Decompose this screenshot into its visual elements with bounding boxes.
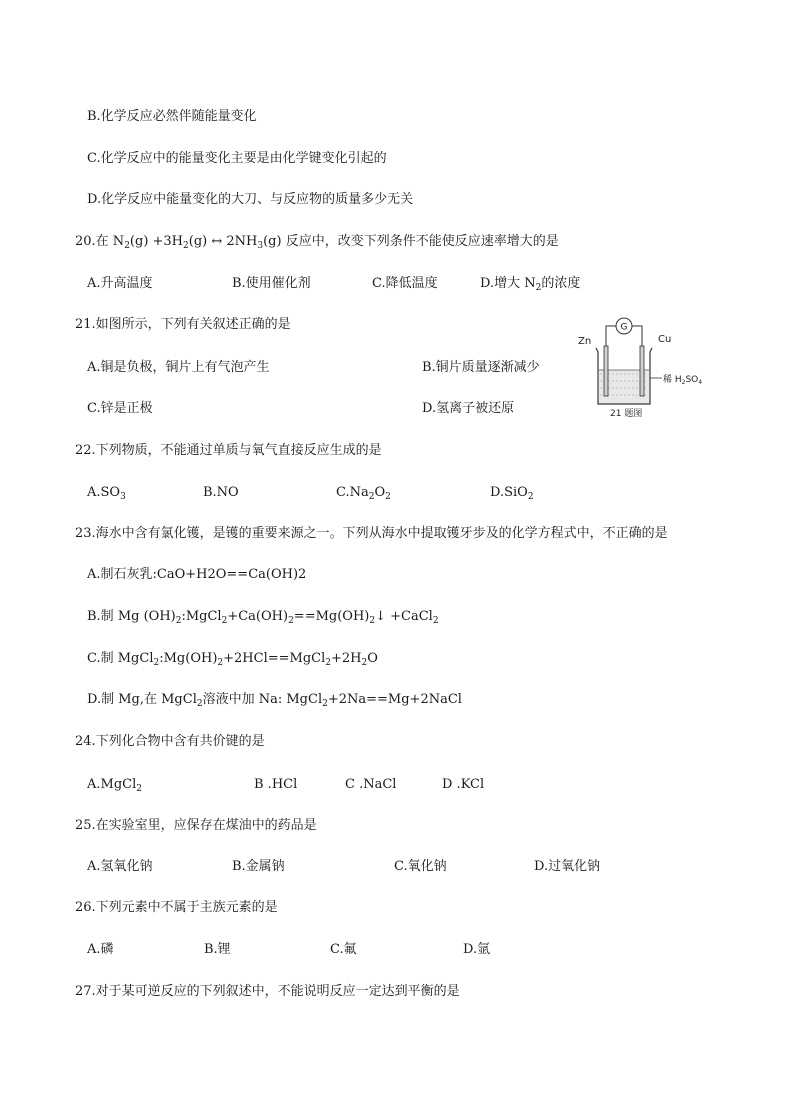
galvanic-cell-figure bbox=[572, 312, 702, 418]
q26-option-b: B.锂 bbox=[204, 942, 231, 957]
q26-option-a: A.磷 bbox=[87, 942, 114, 957]
q20-option-a: A.升高温度 bbox=[87, 276, 153, 291]
q24-option-b: B .HCl bbox=[254, 777, 298, 792]
q26-option-d: D.氩 bbox=[463, 942, 491, 957]
wire-left bbox=[606, 326, 616, 348]
q24-option-d: D .KCl bbox=[442, 777, 485, 792]
q19-option-c: C.化学反应中的能量变化主要是由化学键变化引起的 bbox=[87, 151, 387, 166]
galvanic-cell-diagram bbox=[572, 312, 702, 418]
q19-option-b: B.化学反应必然伴随能量变化 bbox=[87, 109, 257, 124]
q22-option-a: $A.SO_3$ bbox=[87, 485, 126, 502]
question-22: 22.下列物质，不能通过单质与氧气直接反应生成的是 bbox=[75, 443, 382, 458]
q20-option-d: D.增大 $N_2$的浓度 bbox=[480, 276, 581, 293]
question-25: 25.在实验室里，应保存在煤油中的药品是 bbox=[75, 818, 317, 833]
q20-option-c: C.降低温度 bbox=[372, 276, 438, 291]
q19-option-d: D.化学反应中能量变化的大刀、与反应物的质量多少无关 bbox=[87, 192, 414, 207]
copper-label: Cu bbox=[658, 334, 672, 345]
q25-option-d: D.过氧化钠 bbox=[534, 859, 601, 874]
q22-option-c: $C.Na_2O_2$ bbox=[336, 485, 391, 502]
q25-option-a: A.氢氧化钠 bbox=[87, 859, 153, 874]
q23-option-a: A.制石灰乳:CaO+H2O==Ca(OH)2 bbox=[87, 567, 307, 582]
q23-option-c: C.制 $MgCl_2:Mg(OH)_2+2HCl==MgCl_2+2H_2O$ bbox=[87, 651, 378, 668]
q22-option-d: D.SiO$_2$ bbox=[490, 485, 534, 502]
acid-label: 稀 $H_2SO_4$ bbox=[663, 375, 702, 386]
q24-option-a: A.MgCl$_2$ bbox=[87, 777, 142, 794]
q23-option-d: D.制 Mg,在 MgCl$_2$溶液中加 Na: MgCl$_2$+2Na==Mg+2NaCl bbox=[87, 692, 462, 709]
question-26: 26.下列元素中不属于主族元素的是 bbox=[75, 900, 278, 915]
figure-caption: 21 题图 bbox=[610, 409, 643, 418]
wire-right bbox=[632, 326, 642, 348]
question-27: 27.对于某可逆反应的下列叙述中，不能说明反应一定达到平衡的是 bbox=[75, 984, 460, 999]
q21-option-c: C.锌是正极 bbox=[87, 401, 153, 416]
q26-option-c: C.氟 bbox=[330, 942, 357, 957]
q22-option-b: B.NO bbox=[203, 485, 239, 500]
zinc-label: Zn bbox=[578, 336, 592, 347]
q21-option-b: B.铜片质量逐渐减少 bbox=[422, 360, 540, 375]
zinc-electrode bbox=[604, 346, 608, 396]
q21-option-d: D.氢离子被还原 bbox=[422, 401, 515, 416]
question-21: 21.如图所示，下列有关叙述正确的是 bbox=[75, 317, 291, 332]
q20-option-b: B.使用催化剂 bbox=[232, 276, 311, 291]
q24-option-c: C .NaCl bbox=[345, 777, 397, 792]
q23-option-b: B.制 Mg $(OH)_2:MgCl_2+Ca(OH)_2==Mg(OH)_2↓$ +CaCl$_2$ bbox=[87, 609, 439, 626]
q25-option-b: B.金属钠 bbox=[232, 859, 285, 874]
copper-electrode bbox=[640, 346, 644, 396]
q21-option-a: A.铜是负极，铜片上有气泡产生 bbox=[87, 360, 270, 375]
question-24: 24.下列化合物中含有共价键的是 bbox=[75, 734, 265, 749]
q25-option-c: C.氧化钠 bbox=[394, 859, 447, 874]
question-20: 20.在 $N_2(g) +3H_2(g)$ ↔ $2NH_3(g)$ 反应中，改变下列条件不能使反应速率增大的是 bbox=[75, 234, 559, 251]
question-23: 23.海水中含有氯化镬，是镬的重要来源之一。下列从海水中提取镬牙步及的化学方程式中，不正确的是 bbox=[75, 526, 668, 541]
galvanometer-label: G bbox=[620, 322, 628, 333]
